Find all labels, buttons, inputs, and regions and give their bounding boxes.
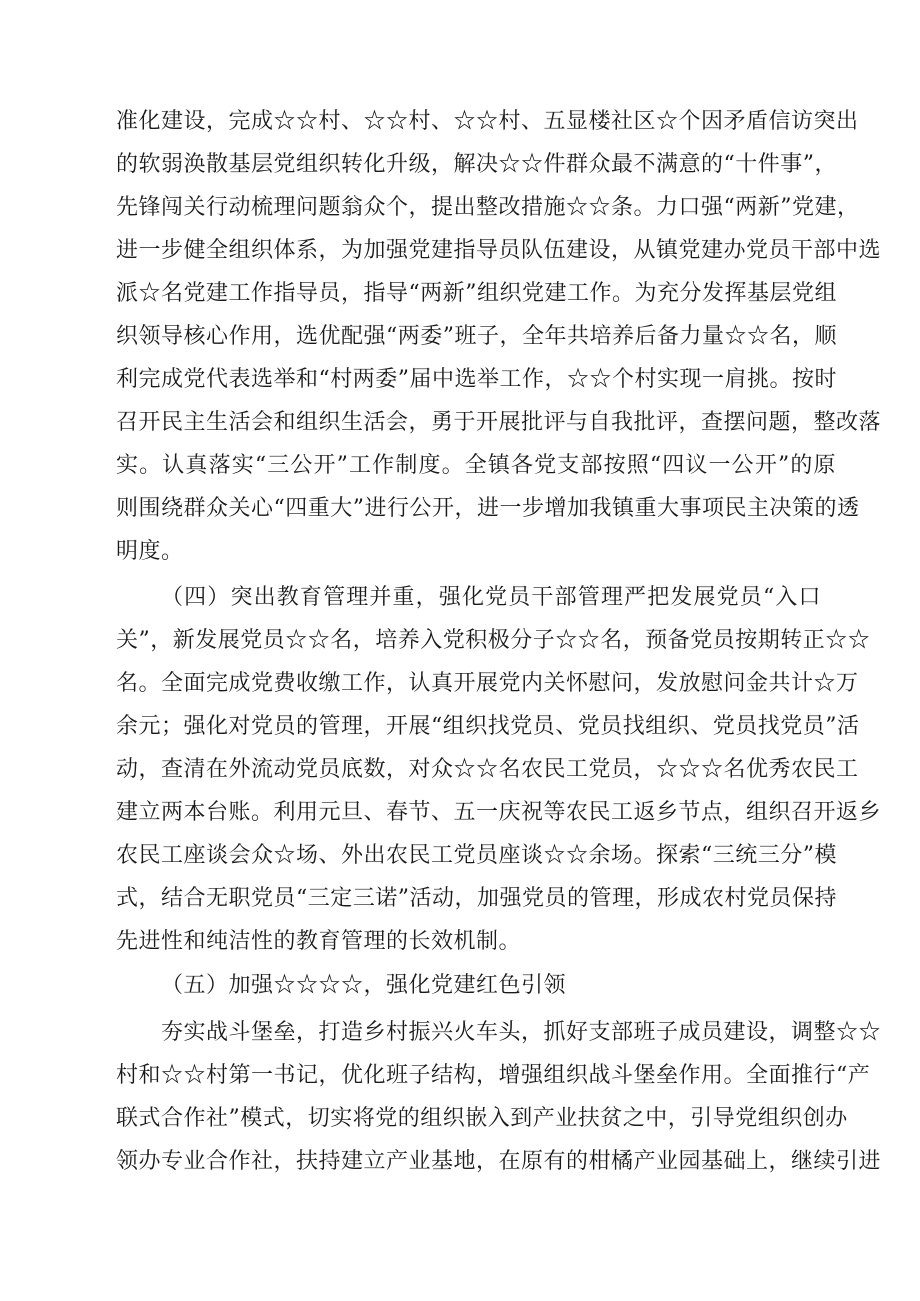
text-line: 召开民主生活会和组织生活会，勇于开展批评与自我批评，查摆问题，整改落 <box>116 410 882 435</box>
text-line: 利完成党代表选举和“村两委”届中选举工作，☆☆个村实现一肩挑。按时 <box>116 367 837 392</box>
text-line: 先锋闯关行动梳理问题翁众个，提出整改措施☆☆条。力口强“两新”党建， <box>116 195 860 220</box>
text-line: 名。全面完成党费收缴工作，认真开展党内关怀慰问，发放慰问金共计☆万 <box>116 671 859 696</box>
text-line: 明度。 <box>116 539 184 564</box>
text-line: 织领导核心作用，选优配强“两委”班子，全年共培养后备力量☆☆名，顺 <box>116 324 837 349</box>
text-line: 联式合作社”模式，切实将党的组织嵌入到产业扶贫之中，引导党组织创办 <box>116 1106 848 1131</box>
text-line: 派☆名党建工作指导员，指导“两新”组织党建工作。为充分发挥基层党组 <box>116 281 837 306</box>
text-line: 动，查清在外流动党员底数，对众☆☆名农民工党员，☆☆☆名优秀农民工 <box>116 757 859 782</box>
section-heading-4: （四）突出教育管理并重，强化党员干部管理严把发展党员“入口 <box>161 585 821 610</box>
text-line: 村和☆☆村第一书记，优化班子结构，增强组织战斗堡垒作用。全面推行“产 <box>116 1063 871 1088</box>
text-line: 则围绕群众关心“四重大”进行公开，进一步增加我镇重大事项民主决策的透 <box>116 496 860 521</box>
text-line: 余元；强化对党员的管理，开展“组织找党员、党员找组织、党员找党员”活 <box>116 714 860 739</box>
text-line: 准化建设，完成☆☆村、☆☆村、☆☆村、五显楼社区☆个因矛盾信访突出 <box>116 109 859 134</box>
text-line: 先进性和纯洁性的教育管理的长效机制。 <box>116 929 522 954</box>
text-line: 夯实战斗堡垒，打造乡村振兴火车头，抓好支部班子成员建设，调整☆☆ <box>161 1020 882 1045</box>
text-line: 式，结合无职党员“三定三诺”活动，加强党员的管理，形成农村党员保持 <box>116 886 837 911</box>
text-line: 领办专业合作社，扶持建立产业基地，在原有的柑橘产业园基础上，继续引进 <box>116 1149 882 1174</box>
text-line: 农民工座谈会众☆场、外出农民工党员座谈☆☆余场。探索“三统三分”模 <box>116 843 837 868</box>
text-line: 进一步健全组织体系，为加强党建指导员队伍建设，从镇党建办党员干部中选 <box>116 238 882 263</box>
section-heading-5: （五）加强☆☆☆☆，强化党建红色引领 <box>161 973 567 998</box>
text-line: 建立两本台账。利用元旦、春节、五一庆祝等农民工返乡节点，组织召开返乡 <box>116 800 882 825</box>
text-line: 的软弱涣散基层党组织转化升级，解决☆☆件群众最不满意的“十件事”， <box>116 152 837 177</box>
text-line: 实。认真落实“三公开”工作制度。全镇各党支部按照“四议一公开”的原 <box>116 453 836 478</box>
text-line: 关”，新发展党员☆☆名，培养入党积极分子☆☆名，预备党员按期转正☆☆ <box>116 628 871 653</box>
